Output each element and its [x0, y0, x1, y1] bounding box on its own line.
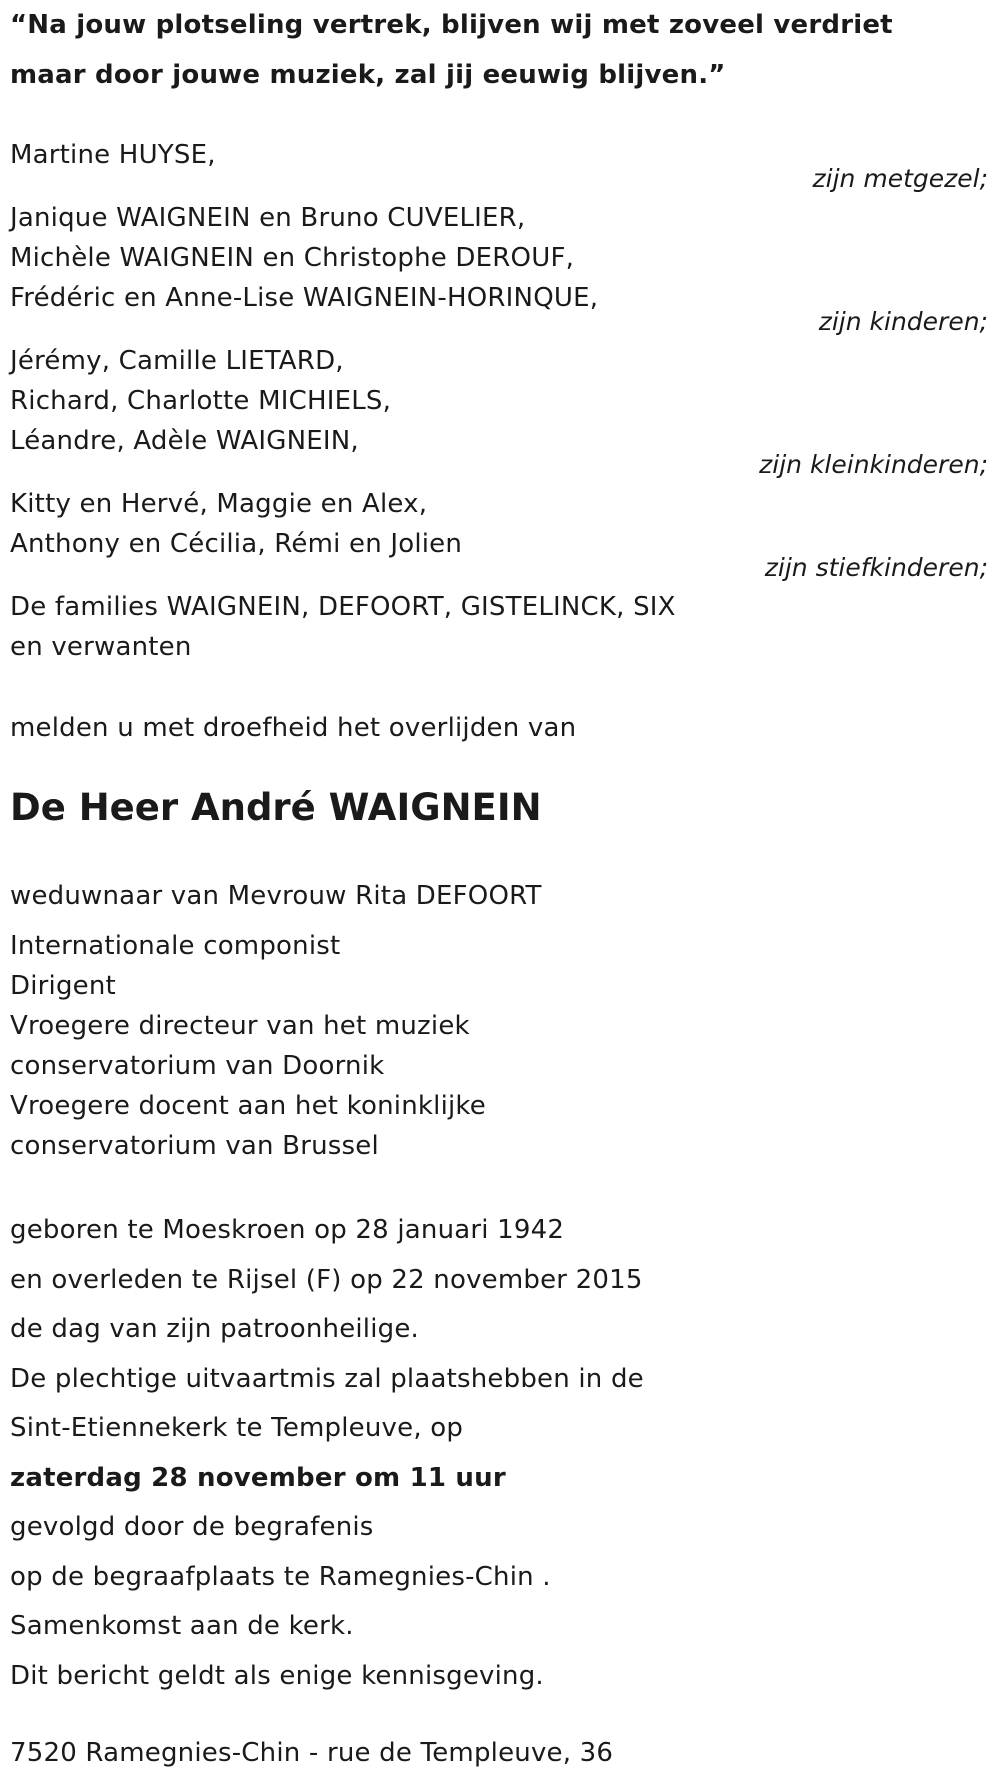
title-line: conservatorium van Doornik	[10, 1051, 385, 1081]
family-group-partner	[10, 135, 216, 175]
family-name-line: Martine HUYSE,	[10, 140, 216, 170]
death-notice	[10, 0, 990, 1786]
family-name-line: De families WAIGNEIN, DEFOORT, GISTELINCK, SIX	[10, 592, 676, 622]
deceased-name: De Heer André WAIGNEIN	[10, 786, 542, 829]
family-name-line: Anthony en Cécilia, Rémi en Jolien	[10, 529, 463, 559]
cemetery-line: op de begraafplaats te Ramegnies-Chin .	[10, 1561, 551, 1592]
birth-line: geboren te Moeskroen op 28 januari 1942	[10, 1215, 565, 1245]
death-line: en overleden te Rijsel (F) op 22 november 2015	[10, 1264, 643, 1295]
title-line: Dirigent	[10, 971, 116, 1001]
family-name-line: Richard, Charlotte MICHIELS,	[10, 386, 392, 416]
role-grandchildren: zijn kleinkinderen;	[759, 450, 988, 479]
widower-text: weduwnaar van Mevrouw Rita DEFOORT	[10, 881, 542, 911]
title-line: Vroegere docent aan het koninklijke	[10, 1091, 486, 1121]
meeting-line: Samenkomst aan de kerk.	[10, 1611, 354, 1641]
title-line: Internationale componist	[10, 931, 341, 961]
family-group-relatives	[10, 587, 676, 667]
quote-line-1: “Na jouw plotseling vertrek, blijven wij met zoveel verdriet	[10, 10, 893, 40]
address	[10, 1733, 613, 1773]
family-name-line: Michèle WAIGNEIN en Christophe DEROUF,	[10, 243, 575, 273]
family-name-line: Janique WAIGNEIN en Bruno CUVELIER,	[10, 203, 526, 233]
role-stepchildren: zijn stiefkinderen;	[764, 553, 988, 582]
address-text: 7520 Ramegnies-Chin - rue de Templeuve, 36	[10, 1738, 614, 1768]
saint-day-line: de dag van zijn patroonheilige.	[10, 1314, 420, 1344]
family-name-line: en verwanten	[10, 632, 192, 662]
deceased-titles	[10, 926, 486, 1166]
announcement	[10, 708, 576, 748]
announcement-text: melden u met droefheid het overlijden van	[10, 713, 577, 743]
family-name-line: Frédéric en Anne-Lise WAIGNEIN-HORINQUE,	[10, 283, 599, 313]
family-name-line: Kitty en Hervé, Maggie en Alex,	[10, 489, 428, 519]
notice-line: Dit bericht geldt als enige kennisgeving.	[10, 1660, 544, 1691]
role-children: zijn kinderen;	[818, 307, 988, 336]
widower-line	[10, 876, 542, 916]
family-name-line: Jérémy, Camille LIETARD,	[10, 346, 344, 376]
mass-intro-line: De plechtige uitvaartmis zal plaatshebben in de	[10, 1363, 644, 1394]
family-group-stepchildren	[10, 484, 462, 564]
family-name-line: Léandre, Adèle WAIGNEIN,	[10, 426, 359, 456]
church-line: Sint-Etiennekerk te Templeuve, op	[10, 1413, 464, 1443]
burial-line: gevolgd door de begrafenis	[10, 1512, 374, 1542]
title-line: Vroegere directeur van het muziek	[10, 1011, 470, 1041]
title-line: conservatorium van Brussel	[10, 1131, 379, 1161]
funeral-details	[10, 1206, 644, 1701]
opening-quote	[10, 0, 893, 100]
role-partner: zijn metgezel;	[812, 164, 988, 193]
funeral-date-line: zaterdag 28 november om 11 uur	[10, 1462, 506, 1493]
family-group-children	[10, 198, 598, 318]
family-group-grandchildren	[10, 341, 391, 461]
quote-line-2: maar door jouwe muziek, zal jij eeuwig blijven.”	[10, 60, 726, 90]
